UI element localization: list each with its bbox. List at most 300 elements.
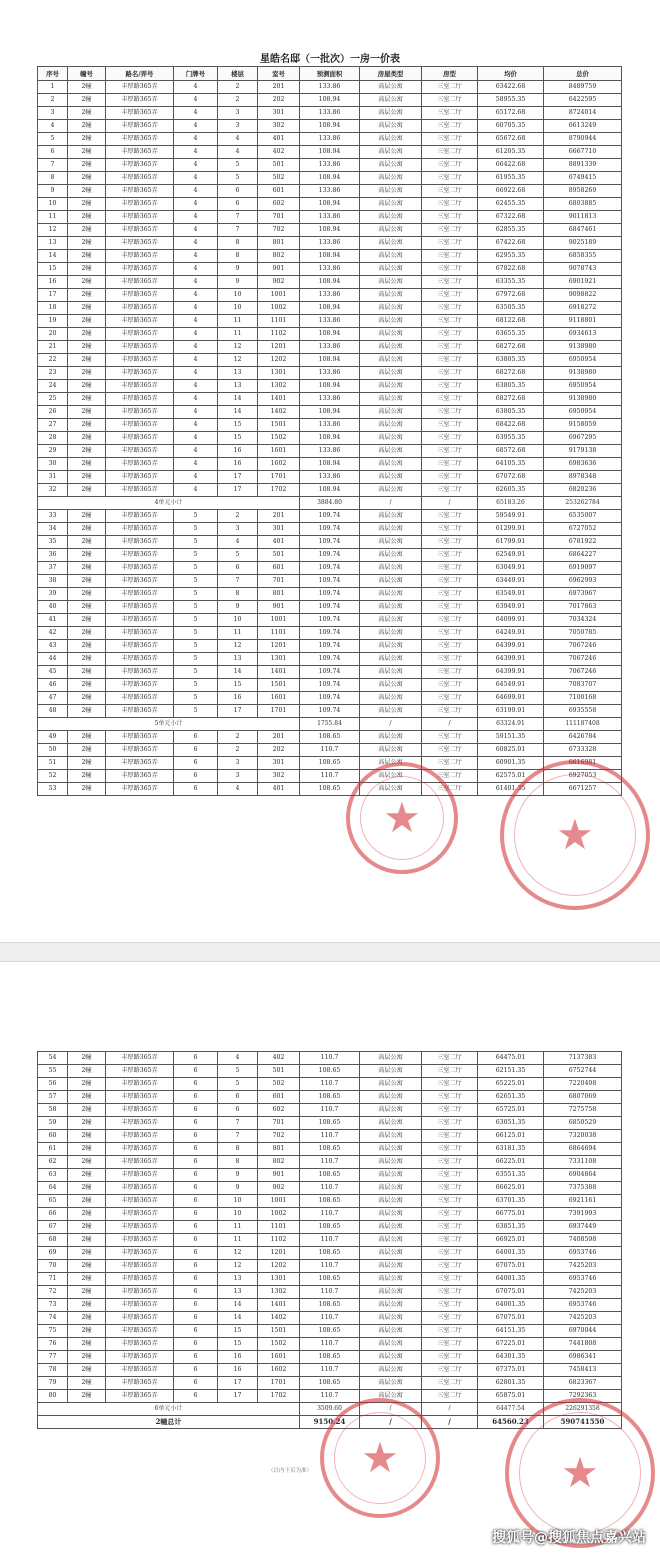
table-cell: 6950954: [544, 406, 622, 419]
table-row: [38, 1195, 622, 1208]
table-cell: 6727052: [544, 523, 622, 536]
table-cell: 1402: [258, 406, 300, 419]
table-cell: 4: [174, 224, 218, 237]
table-cell: 108.94: [300, 354, 360, 367]
table-cell: 801: [258, 237, 300, 250]
table-cell: 高层公寓: [360, 1364, 422, 1377]
table-row: [38, 159, 622, 172]
table-cell: 64001.35: [478, 1299, 544, 1312]
table-cell: 110.7: [300, 1390, 360, 1403]
table-cell: 4: [218, 1052, 258, 1065]
table-cell: 108.65: [300, 1351, 360, 1364]
table-cell: 109.74: [300, 549, 360, 562]
table-cell: 三室二厅: [422, 1169, 478, 1182]
table-cell: 8: [218, 1143, 258, 1156]
table-cell: 8891339: [544, 159, 622, 172]
table-cell: 108.65: [300, 1091, 360, 1104]
table-cell: 6: [174, 1221, 218, 1234]
summary-cell: /: [422, 1403, 478, 1416]
table-cell: 4: [174, 432, 218, 445]
table-cell: 6: [174, 1078, 218, 1091]
table-cell: 9138980: [544, 367, 622, 380]
table-row: [38, 1286, 622, 1299]
table-cell: 402: [258, 146, 300, 159]
table-cell: 高层公寓: [360, 1247, 422, 1260]
table-row: [38, 198, 622, 211]
table-cell: 110.7: [300, 1130, 360, 1143]
table-cell: 108.65: [300, 1247, 360, 1260]
table-row: [38, 692, 622, 705]
table-cell: 3: [218, 107, 258, 120]
table-cell: 三室二厅: [422, 81, 478, 94]
table-cell: 4: [174, 458, 218, 471]
table-cell: 40: [38, 601, 68, 614]
table-cell: 2幢: [68, 510, 106, 523]
table-cell: 2幢: [68, 211, 106, 224]
table-cell: 高层公寓: [360, 1156, 422, 1169]
table-cell: 108.65: [300, 1299, 360, 1312]
table-cell: 901: [258, 601, 300, 614]
table-cell: 15: [218, 1325, 258, 1338]
table-cell: 丰厚路365弄: [106, 185, 174, 198]
table-row: [38, 276, 622, 289]
table-cell: 61299.91: [478, 523, 544, 536]
table-cell: 高层公寓: [360, 1091, 422, 1104]
table-cell: 3: [218, 523, 258, 536]
table-cell: 65: [38, 1195, 68, 1208]
table-cell: 1301: [258, 367, 300, 380]
table-cell: 64151.35: [478, 1325, 544, 1338]
table-cell: 1101: [258, 1221, 300, 1234]
table-cell: 701: [258, 211, 300, 224]
table-cell: 38: [38, 575, 68, 588]
table-cell: 14: [218, 406, 258, 419]
table-cell: 67422.68: [478, 237, 544, 250]
table-cell: 57: [38, 1091, 68, 1104]
source-watermark: 搜狐号@搜狐焦点嘉兴站: [492, 1530, 646, 1546]
table-cell: 9078743: [544, 263, 622, 276]
table-row: [38, 549, 622, 562]
table-row: [38, 1260, 622, 1273]
table-cell: 13: [218, 653, 258, 666]
table-cell: 高层公寓: [360, 276, 422, 289]
table-cell: 801: [258, 588, 300, 601]
table-cell: 丰厚路365弄: [106, 328, 174, 341]
table-cell: 1301: [258, 1273, 300, 1286]
table-cell: 6: [174, 1260, 218, 1273]
table-cell: 5: [174, 536, 218, 549]
table-cell: 丰厚路365弄: [106, 1169, 174, 1182]
table-cell: 601: [258, 562, 300, 575]
table-cell: 丰厚路365弄: [106, 536, 174, 549]
table-cell: 20: [38, 328, 68, 341]
table-cell: 6935558: [544, 705, 622, 718]
table-cell: 2幢: [68, 1286, 106, 1299]
table-cell: 丰厚路365弄: [106, 744, 174, 757]
table-cell: 6901921: [544, 276, 622, 289]
table-cell: 1: [38, 81, 68, 94]
table-row: [38, 1143, 622, 1156]
table-cell: 2幢: [68, 1377, 106, 1390]
table-cell: 63505.35: [478, 302, 544, 315]
table-cell: 6426784: [544, 731, 622, 744]
table-cell: 三室二厅: [422, 692, 478, 705]
table-cell: 11: [218, 1221, 258, 1234]
table-cell: 9158059: [544, 419, 622, 432]
table-cell: 2幢: [68, 549, 106, 562]
table-cell: 丰厚路365弄: [106, 1312, 174, 1325]
table-cell: 64399.91: [478, 653, 544, 666]
table-cell: 2幢: [68, 133, 106, 146]
table-cell: 6919097: [544, 562, 622, 575]
table-cell: 109.74: [300, 562, 360, 575]
table-cell: 1701: [258, 705, 300, 718]
column-header: 预测面积: [300, 67, 360, 81]
table-cell: 丰厚路365弄: [106, 367, 174, 380]
table-row: [38, 263, 622, 276]
table-cell: 15: [218, 419, 258, 432]
table-cell: 2幢: [68, 146, 106, 159]
table-cell: 402: [258, 1052, 300, 1065]
table-cell: 高层公寓: [360, 666, 422, 679]
table-cell: 6950954: [544, 354, 622, 367]
table-cell: 109.74: [300, 627, 360, 640]
table-row: [38, 523, 622, 536]
table-cell: 2幢: [68, 627, 106, 640]
table-cell: 64399.91: [478, 666, 544, 679]
table-cell: 4: [174, 198, 218, 211]
table-row: [38, 367, 622, 380]
table-cell: 三室二厅: [422, 289, 478, 302]
table-cell: 1201: [258, 1247, 300, 1260]
table-cell: 61205.35: [478, 146, 544, 159]
table-cell: 7331108: [544, 1156, 622, 1169]
table-cell: 5: [174, 666, 218, 679]
table-cell: 6970044: [544, 1325, 622, 1338]
table-cell: 2: [218, 81, 258, 94]
table-cell: 10: [218, 289, 258, 302]
table-cell: 7: [38, 159, 68, 172]
table-cell: 1401: [258, 1299, 300, 1312]
table-cell: 6: [38, 146, 68, 159]
table-cell: 高层公寓: [360, 653, 422, 666]
table-cell: 2幢: [68, 705, 106, 718]
table-cell: 6: [174, 1312, 218, 1325]
table-cell: 三室二厅: [422, 380, 478, 393]
table-cell: 4: [174, 289, 218, 302]
table-cell: 1302: [258, 380, 300, 393]
table-cell: 2幢: [68, 341, 106, 354]
table-cell: 高层公寓: [360, 1078, 422, 1091]
column-header: 房型: [422, 67, 478, 81]
column-header: 房屋类型: [360, 67, 422, 81]
table-cell: 108.65: [300, 731, 360, 744]
table-cell: 201: [258, 731, 300, 744]
table-cell: 4: [174, 367, 218, 380]
table-cell: 5: [218, 159, 258, 172]
table-cell: 6820236: [544, 484, 622, 497]
table-cell: 高层公寓: [360, 1325, 422, 1338]
table-cell: 9138980: [544, 341, 622, 354]
table-cell: 三室二厅: [422, 1052, 478, 1065]
table-cell: 7083707: [544, 679, 622, 692]
table-cell: 6749415: [544, 172, 622, 185]
table-cell: 高层公寓: [360, 172, 422, 185]
table-cell: 高层公寓: [360, 1182, 422, 1195]
table-cell: 6535007: [544, 510, 622, 523]
table-cell: 6667710: [544, 146, 622, 159]
table-cell: 109.74: [300, 666, 360, 679]
summary-cell: 63324.91: [478, 718, 544, 731]
table-cell: 7: [218, 575, 258, 588]
summary-cell: 6单元小计: [38, 1403, 300, 1416]
table-cell: 6962993: [544, 575, 622, 588]
table-cell: 6: [174, 1273, 218, 1286]
table-row: [38, 211, 622, 224]
table-row: [38, 666, 622, 679]
table-cell: 63049.91: [478, 562, 544, 575]
table-cell: 高层公寓: [360, 1117, 422, 1130]
table-cell: 丰厚路365弄: [106, 562, 174, 575]
table-cell: 高层公寓: [360, 185, 422, 198]
table-cell: 三室二厅: [422, 393, 478, 406]
table-cell: 16: [218, 692, 258, 705]
table-cell: 高层公寓: [360, 1065, 422, 1078]
table-row: [38, 653, 622, 666]
table-cell: 108.65: [300, 1169, 360, 1182]
table-cell: 三室二厅: [422, 1195, 478, 1208]
table-row: [38, 1247, 622, 1260]
table-cell: 5: [218, 1065, 258, 1078]
table-cell: 2幢: [68, 666, 106, 679]
table-row: [38, 1377, 622, 1390]
table-cell: 8489759: [544, 81, 622, 94]
table-cell: 4: [174, 341, 218, 354]
table-cell: 6986341: [544, 1351, 622, 1364]
table-cell: 三室二厅: [422, 341, 478, 354]
table-cell: 6: [174, 1104, 218, 1117]
table-cell: 13: [38, 237, 68, 250]
table-cell: 1501: [258, 419, 300, 432]
table-cell: 64105.35: [478, 458, 544, 471]
table-cell: 15: [218, 679, 258, 692]
table-cell: 丰厚路365弄: [106, 1143, 174, 1156]
table-cell: 丰厚路365弄: [106, 263, 174, 276]
table-cell: 2幢: [68, 679, 106, 692]
table-row: [38, 458, 622, 471]
table-cell: 61955.35: [478, 172, 544, 185]
table-cell: 2: [218, 510, 258, 523]
table-cell: 1702: [258, 1390, 300, 1403]
table-cell: 44: [38, 653, 68, 666]
table-cell: 2幢: [68, 445, 106, 458]
table-cell: 1301: [258, 653, 300, 666]
table-cell: 2幢: [68, 484, 106, 497]
table-row: [38, 1299, 622, 1312]
table-cell: 2: [218, 731, 258, 744]
column-header: 均价: [478, 67, 544, 81]
table-cell: 2幢: [68, 653, 106, 666]
table-cell: 6: [174, 1169, 218, 1182]
table-cell: 6: [174, 1325, 218, 1338]
table-cell: 6: [174, 744, 218, 757]
table-cell: 三室二厅: [422, 1273, 478, 1286]
table-cell: 68572.68: [478, 445, 544, 458]
table-cell: 4: [174, 302, 218, 315]
table-cell: 6: [174, 1065, 218, 1078]
table-cell: 502: [258, 1078, 300, 1091]
table-row: [38, 1273, 622, 1286]
table-cell: 301: [258, 523, 300, 536]
table-cell: 丰厚路365弄: [106, 679, 174, 692]
table-cell: 108.65: [300, 1377, 360, 1390]
table-cell: 2幢: [68, 1182, 106, 1195]
table-cell: 1701: [258, 471, 300, 484]
table-cell: 14: [218, 1312, 258, 1325]
table-cell: 10: [218, 1208, 258, 1221]
table-cell: 6: [174, 1182, 218, 1195]
table-cell: 6733328: [544, 744, 622, 757]
table-cell: 76: [38, 1338, 68, 1351]
summary-cell: /: [422, 497, 478, 510]
table-cell: 110.7: [300, 1104, 360, 1117]
table-cell: 5: [218, 1078, 258, 1091]
table-cell: 2幢: [68, 315, 106, 328]
table-cell: 65672.68: [478, 133, 544, 146]
table-cell: 12: [218, 1247, 258, 1260]
table-row: [38, 640, 622, 653]
table-cell: 502: [258, 172, 300, 185]
table-cell: 丰厚路365弄: [106, 1104, 174, 1117]
table-cell: 6: [174, 1286, 218, 1299]
summary-cell: 590741550: [544, 1416, 622, 1429]
table-row: [38, 1169, 622, 1182]
table-cell: 65875.01: [478, 1390, 544, 1403]
table-cell: 高层公寓: [360, 614, 422, 627]
table-cell: 丰厚路365弄: [106, 1260, 174, 1273]
table-cell: 1401: [258, 666, 300, 679]
table-cell: 63701.35: [478, 1195, 544, 1208]
table-cell: 1102: [258, 328, 300, 341]
table-cell: 41: [38, 614, 68, 627]
table-row: [38, 1052, 622, 1065]
table-cell: 62549.91: [478, 549, 544, 562]
table-cell: 1501: [258, 679, 300, 692]
table-cell: 三室二厅: [422, 1156, 478, 1169]
table-cell: 三室二厅: [422, 562, 478, 575]
table-cell: 601: [258, 185, 300, 198]
table-cell: 110.7: [300, 1338, 360, 1351]
table-cell: 42: [38, 627, 68, 640]
table-cell: 6807069: [544, 1091, 622, 1104]
table-cell: 8978348: [544, 471, 622, 484]
table-cell: 2幢: [68, 1065, 106, 1078]
table-row: [38, 471, 622, 484]
table-cell: 2: [218, 94, 258, 107]
table-cell: 1001: [258, 1195, 300, 1208]
table-cell: 9: [218, 263, 258, 276]
table-cell: 三室二厅: [422, 159, 478, 172]
table-cell: 109.74: [300, 536, 360, 549]
table-cell: 高层公寓: [360, 146, 422, 159]
table-cell: 1502: [258, 1338, 300, 1351]
table-cell: 1001: [258, 289, 300, 302]
table-cell: 133.86: [300, 211, 360, 224]
table-cell: 丰厚路365弄: [106, 1351, 174, 1364]
summary-cell: 65183.26: [478, 497, 544, 510]
table-cell: 三室二厅: [422, 471, 478, 484]
table-row: [38, 757, 622, 770]
table-cell: 12: [218, 354, 258, 367]
table-cell: 高层公寓: [360, 640, 422, 653]
table-row: [38, 1091, 622, 1104]
summary-cell: /: [422, 718, 478, 731]
table-cell: 9098822: [544, 289, 622, 302]
table-cell: 17: [218, 705, 258, 718]
table-cell: 108.65: [300, 1195, 360, 1208]
table-cell: 2幢: [68, 1338, 106, 1351]
table-row: [38, 484, 622, 497]
table-cell: 三室二厅: [422, 549, 478, 562]
table-row: [38, 562, 622, 575]
table-cell: 4: [174, 276, 218, 289]
table-cell: 7: [218, 224, 258, 237]
table-cell: 2幢: [68, 1169, 106, 1182]
table-cell: 高层公寓: [360, 1377, 422, 1390]
table-cell: 5: [38, 133, 68, 146]
table-cell: 三室二厅: [422, 1247, 478, 1260]
table-cell: 三室二厅: [422, 1299, 478, 1312]
table-cell: 高层公寓: [360, 588, 422, 601]
table-cell: 2幢: [68, 172, 106, 185]
table-cell: 2幢: [68, 302, 106, 315]
table-cell: 5: [174, 679, 218, 692]
table-cell: 三室二厅: [422, 315, 478, 328]
table-cell: 2幢: [68, 237, 106, 250]
table-cell: 50: [38, 744, 68, 757]
table-cell: 4: [174, 107, 218, 120]
table-cell: 7100168: [544, 692, 622, 705]
table-cell: 901: [258, 263, 300, 276]
table-cell: 108.94: [300, 432, 360, 445]
table-cell: 三室二厅: [422, 185, 478, 198]
table-cell: 67: [38, 1221, 68, 1234]
table-cell: 2幢: [68, 1390, 106, 1403]
table-cell: 601: [258, 1091, 300, 1104]
table-cell: 2幢: [68, 1312, 106, 1325]
table-cell: 6: [174, 1364, 218, 1377]
table-cell: 2幢: [68, 120, 106, 133]
table-cell: 7067246: [544, 653, 622, 666]
table-cell: 110.7: [300, 1364, 360, 1377]
table-cell: 108.65: [300, 1065, 360, 1078]
table-cell: 75: [38, 1325, 68, 1338]
table-cell: 2幢: [68, 380, 106, 393]
summary-cell: 64560.23: [478, 1416, 544, 1429]
table-cell: 三室二厅: [422, 614, 478, 627]
table-cell: 64: [38, 1182, 68, 1195]
table-cell: 108.94: [300, 276, 360, 289]
table-cell: 14: [218, 1299, 258, 1312]
table-cell: 丰厚路365弄: [106, 783, 174, 796]
table-cell: 802: [258, 250, 300, 263]
table-cell: 4: [174, 406, 218, 419]
table-cell: 47: [38, 692, 68, 705]
table-row: [38, 393, 622, 406]
table-row: [38, 627, 622, 640]
table-cell: 5: [174, 562, 218, 575]
table-cell: 133.86: [300, 133, 360, 146]
